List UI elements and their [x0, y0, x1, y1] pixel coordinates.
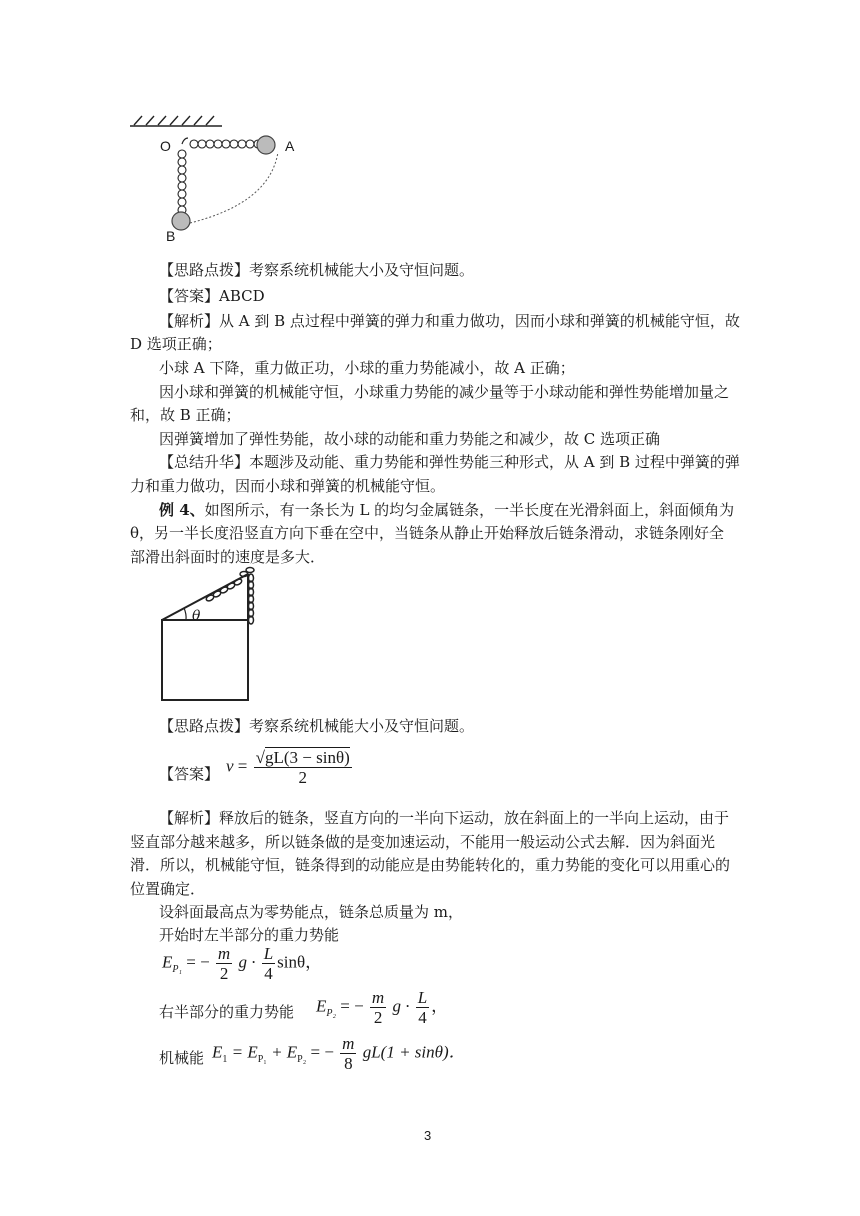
- e1-m: m: [342, 1034, 355, 1053]
- right-half-label: 右半部分的重力势能: [159, 1003, 295, 1021]
- ex3-analysis-line2: 小球 A 下降，重力做正功，小球的重力势能减小，故 A 正确；: [159, 359, 575, 377]
- ex4-analysis-line1b: 竖直部分越来越多，所以链条做的是变加速运动，不能用一般运动公式去解．因为斜面光: [130, 833, 716, 851]
- ex3-answer: 【答案】ABCD: [159, 287, 265, 305]
- ep2-2: 2: [373, 1008, 383, 1027]
- page-number: 3: [424, 1128, 432, 1143]
- ex3-analysis-line1: 【解析】从 A 到 B 点过程中弹簧的弹力和重力做功，因而小球和弹簧的机械能守恒，故: [159, 312, 740, 330]
- e1-tail: gL(1 + sinθ)．: [362, 1042, 466, 1062]
- ep2-m: m: [371, 988, 385, 1007]
- ep2-eq: = −: [340, 996, 364, 1016]
- ep1-eq: = −: [186, 952, 210, 972]
- ex3-analysis-line3: 因小球和弹簧的机械能守恒，小球重力势能的减少量等于小球动能和弹性势能增加量之: [159, 383, 730, 401]
- ex3-hint: 【思路点拨】考察系统机械能大小及守恒问题。: [159, 261, 475, 279]
- e1-sub: 1: [222, 1053, 228, 1065]
- e1-eq: = −: [310, 1042, 334, 1062]
- ex3-analysis-line3b: 和，故 B 正确；: [130, 406, 241, 424]
- ep1-L: L: [263, 944, 274, 963]
- label-b: B: [166, 228, 176, 244]
- ex4-answer-formula: [226, 748, 354, 787]
- e1-e: E: [212, 1042, 223, 1062]
- answer-eq: =: [237, 756, 248, 776]
- ex4-question-line2: θ，另一半长度沿竖直方向下垂在空中，当链条从静止开始释放后链条滑动，求链条刚好全: [130, 524, 725, 542]
- ep2-g: g ·: [392, 996, 410, 1016]
- label-o: O: [160, 138, 171, 154]
- ep1-frac-l4: [262, 944, 275, 983]
- ex3-analysis-line1b: D 选项正确；: [130, 335, 222, 353]
- ex4-analysis-line2: 设斜面最高点为零势能点，链条总质量为 m，: [159, 903, 463, 921]
- ep2-e: E: [316, 996, 327, 1016]
- e1-s1: P₁: [257, 1053, 267, 1065]
- ep2-tail: ，: [431, 996, 449, 1016]
- answer-v: v: [226, 756, 234, 776]
- ep1-g: g ·: [238, 952, 256, 972]
- ep1-e: E: [162, 952, 173, 972]
- ex3-summary-line1: 【总结升华】本题涉及动能、重力势能和弹性势能三种形式，从 A 到 B 过程中弹簧的弹: [159, 453, 740, 471]
- ep2-frac-l4: [416, 988, 429, 1027]
- ep1-tail: sinθ，: [277, 952, 323, 972]
- ex3-summary-line1b: 力和重力做功，因而小球和弹簧的机械能守恒。: [130, 477, 446, 495]
- e1-8: 8: [344, 1054, 353, 1073]
- ep2-sub: P₂: [326, 1007, 336, 1019]
- e1-plus: + E: [271, 1042, 298, 1062]
- ex4-question-text1: 如图所示，有一条长为 L 的均匀金属链条，一半长度在光滑斜面上，斜面倾角为: [204, 501, 735, 519]
- ep1-sub: P₁: [172, 963, 182, 975]
- e1-frac-m8: [340, 1034, 356, 1073]
- ex4-analysis-line1c: 滑．所以，机械能守恒，链条得到的动能应是由势能转化的，重力势能的变化可以用重心的: [130, 856, 731, 874]
- ep2-frac-m2: [370, 988, 386, 1027]
- ex3-analysis-line4: 因弹簧增加了弹性势能，故小球的动能和重力势能之和减少，故 C 选项正确: [159, 430, 661, 448]
- ex4-analysis-line1d: 位置确定．: [130, 880, 206, 898]
- ex4-hint: 【思路点拨】考察系统机械能大小及守恒问题。: [159, 717, 475, 735]
- formula-ep2: [316, 988, 448, 1027]
- ex4-question-line1: [159, 498, 734, 522]
- ex4-analysis-line1: 【解析】释放后的链条，竖直方向的一半向下运动，放在斜面上的一半向上运动，由于: [159, 809, 730, 827]
- answer-numerator: √gL(3 − sinθ): [255, 748, 350, 767]
- answer-sqrt-body: gL(3 − sinθ): [264, 748, 350, 767]
- e1-mid: = E: [231, 1042, 258, 1062]
- ex4-answer-label: 【答案】: [159, 765, 220, 783]
- ep1-2: 2: [219, 964, 229, 983]
- mech-energy-label: 机械能: [159, 1049, 205, 1067]
- answer-denominator: 2: [298, 768, 307, 787]
- ex4-title: 例 4、: [159, 501, 205, 519]
- formula-e1: [212, 1034, 466, 1073]
- ep2-4: 4: [418, 1008, 427, 1027]
- e1-s2: P₂: [297, 1053, 307, 1065]
- answer-fraction: [254, 748, 352, 787]
- ex4-question-line3: 部滑出斜面时的速度是多大．: [130, 548, 326, 566]
- chain-incline-figure: [150, 560, 270, 710]
- ep1-m: m: [217, 944, 231, 963]
- spring-pendulum-figure: [120, 108, 320, 248]
- ep1-frac-m2: [216, 944, 232, 983]
- label-a: A: [285, 138, 295, 154]
- ep2-L: L: [417, 988, 428, 1007]
- fig-theta-label: θ: [192, 608, 201, 624]
- ex4-analysis-line3: 开始时左半部分的重力势能: [159, 926, 340, 944]
- formula-ep1: [162, 944, 322, 983]
- ep1-4: 4: [264, 964, 273, 983]
